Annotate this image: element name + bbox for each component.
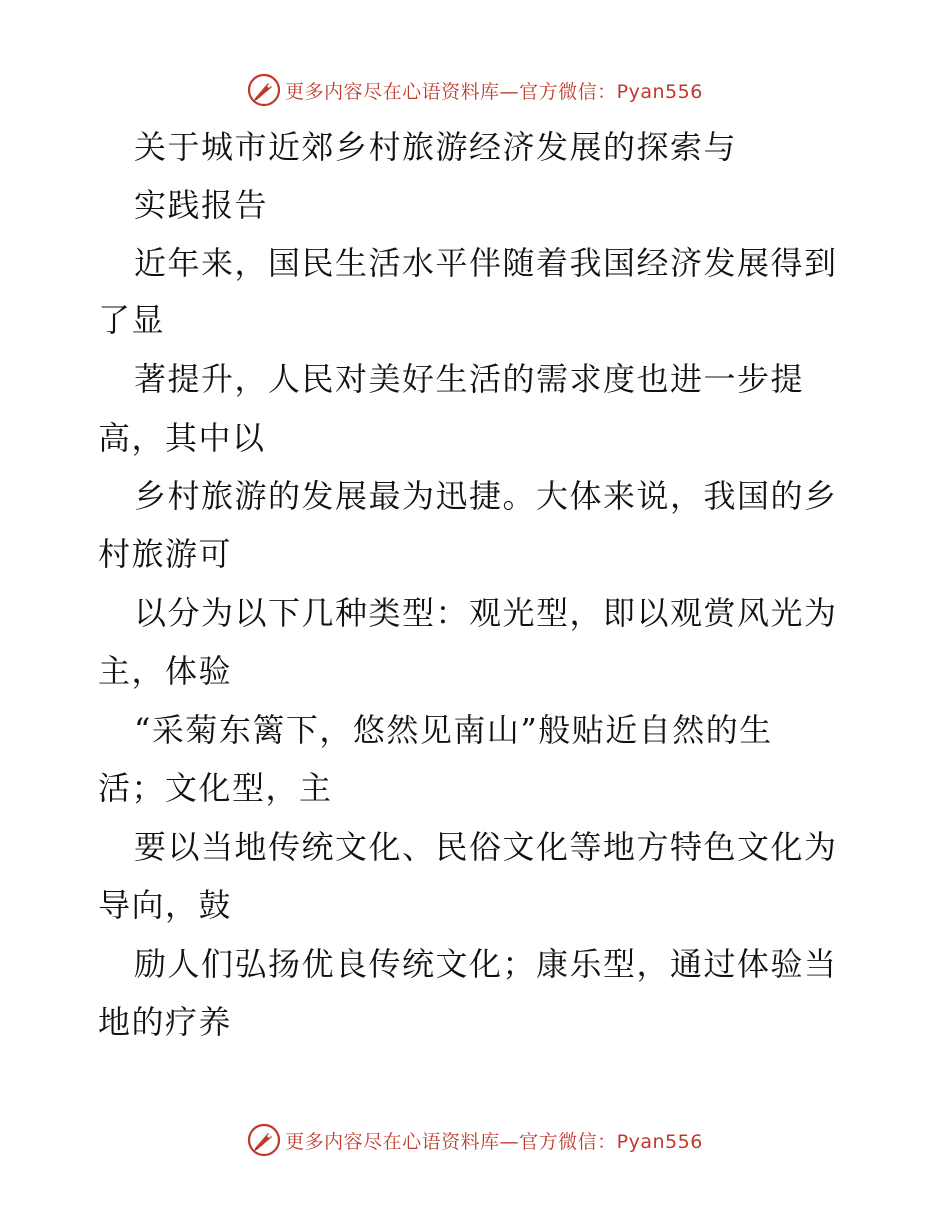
body-line-14: 地的疗养 bbox=[98, 1003, 233, 1041]
footer-banner bbox=[0, 1120, 950, 1160]
pen-nib-logo-icon bbox=[247, 1123, 281, 1157]
title-line-2: 实践报告 bbox=[134, 186, 269, 224]
body-line-3: 著提升，人民对美好生活的需求度也进一步提 bbox=[134, 360, 805, 398]
banner-site-name: 更多内容尽在心语资料库 bbox=[285, 1130, 500, 1153]
body-line-10: 活；文化型，主 bbox=[98, 769, 333, 807]
banner-separator: — bbox=[499, 80, 520, 103]
body-line-12: 导向，鼓 bbox=[98, 886, 233, 924]
banner-site-name: 更多内容尽在心语资料库 bbox=[285, 80, 500, 103]
body-line-13: 励人们弘扬优良传统文化；康乐型，通过体验当 bbox=[134, 945, 838, 983]
banner-wechat: 官方微信：Pyan556 bbox=[519, 1130, 703, 1153]
body-line-2: 了显 bbox=[98, 301, 166, 339]
body-line-11: 要以当地传统文化、民俗文化等地方特色文化为 bbox=[134, 828, 838, 866]
body-line-5: 乡村旅游的发展最为迅捷。大体来说，我国的乡 bbox=[134, 477, 838, 515]
body-line-7: 以分为以下几种类型：观光型，即以观赏风光为 bbox=[134, 594, 838, 632]
banner-text bbox=[285, 1127, 703, 1154]
banner-wechat: 官方微信：Pyan556 bbox=[519, 80, 703, 103]
body-line-6: 村旅游可 bbox=[98, 535, 233, 573]
body-line-9: “采菊东篱下，悠然见南山”般贴近自然的生 bbox=[134, 711, 773, 749]
body-line-4: 高，其中以 bbox=[98, 419, 266, 457]
title-line-1: 关于城市近郊乡村旅游经济发展的探索与 bbox=[134, 128, 738, 166]
banner-separator: — bbox=[499, 1130, 520, 1153]
body-line-8: 主，体验 bbox=[98, 652, 233, 690]
body-line-1: 近年来，国民生活水平伴随着我国经济发展得到 bbox=[134, 244, 838, 282]
